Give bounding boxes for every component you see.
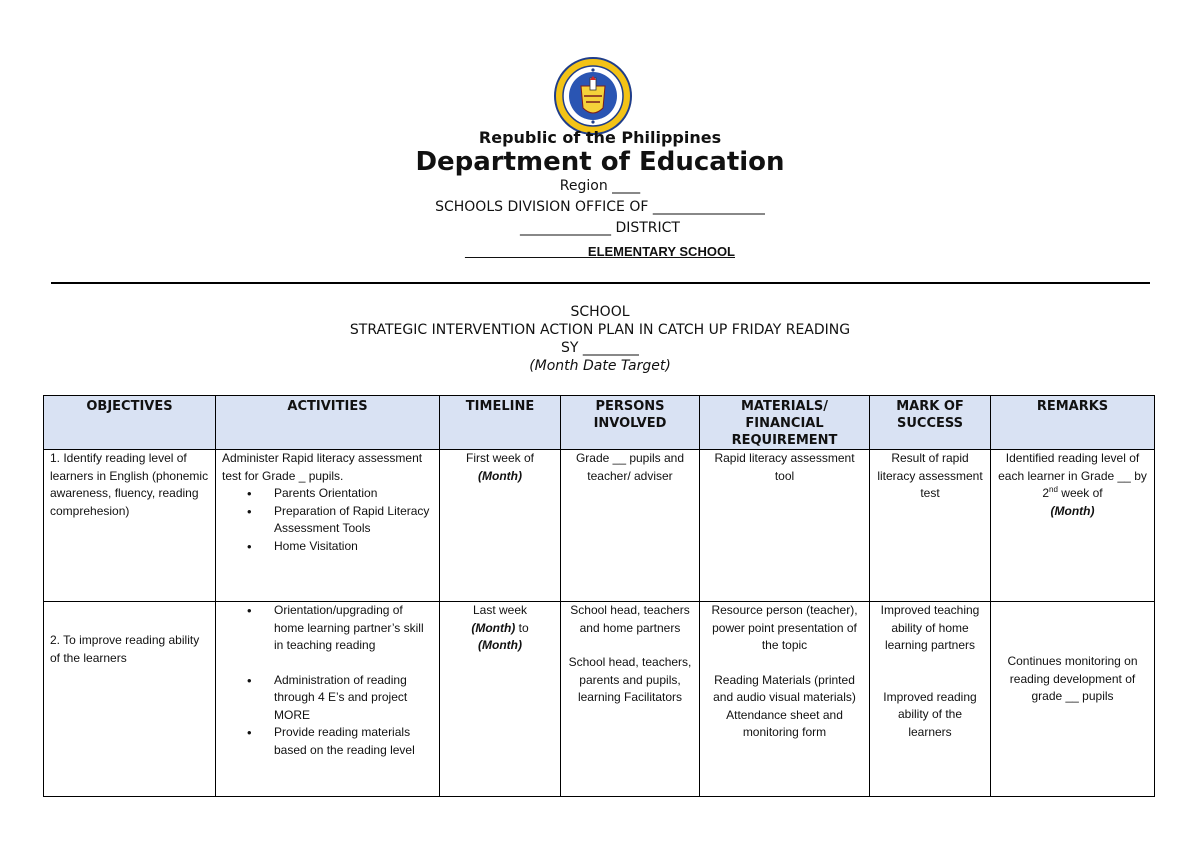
republic-heading: Republic of the Philippines bbox=[478, 128, 722, 147]
list-item: • Home Visitation bbox=[274, 538, 433, 556]
materials-text: Resource person (teacher), power point presentation of the topic bbox=[711, 603, 858, 652]
timeline-cell bbox=[440, 450, 561, 602]
sdo-line: SCHOOLS DIVISION OFFICE OF ________________ bbox=[435, 199, 765, 215]
remarks-text: Continues monitoring on reading development of grade __ pupils bbox=[1007, 654, 1138, 703]
list-item: • Orientation/upgrading of home learning partner’s skill in teaching reading bbox=[274, 602, 433, 655]
activity-intro: Administer Rapid literacy assessment test for Grade _ pupils. bbox=[222, 451, 423, 483]
list-item: • Provide reading materials based on the reading level bbox=[274, 724, 433, 759]
header-success: MARK OF SUCCESS bbox=[870, 396, 991, 450]
persons-cell bbox=[561, 450, 700, 602]
header-timeline: TIMELINE bbox=[440, 396, 561, 450]
remarks-month: (Month) bbox=[1050, 503, 1095, 518]
activities-cell bbox=[216, 602, 440, 797]
school-line: _________________ELEMENTARY SCHOOL bbox=[464, 244, 735, 259]
timeline-month: (Month) bbox=[478, 468, 522, 483]
objective-text: 2. To improve reading ability of the learners bbox=[50, 633, 200, 665]
remarks-ordinal: nd bbox=[1049, 485, 1058, 494]
table-header-row bbox=[44, 396, 1155, 450]
timeline-month: (Month) bbox=[471, 620, 516, 635]
header-objectives: OBJECTIVES bbox=[44, 396, 216, 450]
region-line: Region ____ bbox=[559, 178, 641, 194]
list-item: • Preparation of Rapid Literacy Assessment Tools bbox=[274, 503, 433, 538]
timeline-to: to bbox=[515, 620, 529, 635]
remarks-text-b: week of bbox=[1057, 486, 1103, 500]
header-activities: ACTIVITIES bbox=[216, 396, 440, 450]
header-persons: PERSONS INVOLVED bbox=[561, 396, 700, 450]
materials-text: Rapid literacy assessment tool bbox=[714, 451, 855, 483]
timeline-text: First week of bbox=[465, 451, 534, 465]
objective-cell bbox=[44, 450, 216, 602]
title-sy: SY ________ bbox=[561, 340, 639, 356]
timeline-text: Last week bbox=[472, 603, 528, 617]
success-cell bbox=[870, 602, 991, 797]
timeline-month: (Month) bbox=[478, 638, 522, 652]
persons-text: School head, teachers, parents and pupils, learning Facilitators bbox=[568, 655, 692, 704]
header-divider bbox=[51, 282, 1150, 284]
materials-text: Reading Materials (printed and audio visual materials) bbox=[713, 672, 856, 704]
action-plan-table bbox=[43, 395, 1155, 797]
activity-list bbox=[222, 485, 433, 555]
table-row bbox=[44, 602, 1155, 797]
persons-text: Grade __ pupils and teacher/ adviser bbox=[575, 451, 685, 483]
activities-cell bbox=[216, 450, 440, 602]
deped-seal-icon bbox=[553, 56, 633, 136]
title-target: (Month Date Target) bbox=[529, 358, 671, 374]
department-heading: Department of Education bbox=[415, 147, 785, 177]
title-school: SCHOOL bbox=[570, 304, 630, 320]
materials-cell bbox=[700, 450, 870, 602]
remarks-cell bbox=[991, 602, 1155, 797]
objective-cell bbox=[44, 602, 216, 797]
remarks-text: Identified reading level of each learner in Grade __ by 2 bbox=[998, 451, 1147, 500]
list-item: • Parents Orientation bbox=[274, 485, 433, 503]
timeline-cell bbox=[440, 602, 561, 797]
success-text: Improved teaching ability of home learning partners bbox=[880, 603, 980, 652]
list-item: • Administration of reading through 4 E’s and project MORE bbox=[274, 672, 433, 725]
table-row bbox=[44, 450, 1155, 602]
materials-text: Attendance sheet and monitoring form bbox=[726, 707, 843, 739]
success-cell bbox=[870, 450, 991, 602]
activity-list bbox=[222, 602, 433, 655]
materials-cell bbox=[700, 602, 870, 797]
success-text: Result of rapid literacy assessment test bbox=[877, 451, 983, 500]
title-plan: STRATEGIC INTERVENTION ACTION PLAN IN CATCH UP FRIDAY READING bbox=[349, 322, 851, 338]
header-remarks: REMARKS bbox=[991, 396, 1155, 450]
persons-text: School head, teachers and home partners bbox=[570, 603, 690, 635]
activity-list bbox=[222, 672, 433, 760]
persons-cell bbox=[561, 602, 700, 797]
header-materials: MATERIALS/ FINANCIAL REQUIREMENT bbox=[700, 396, 870, 450]
objective-text: 1. Identify reading level of learners in English (phonemic awareness, fluency, reading comprehesion) bbox=[50, 451, 209, 518]
district-line: _____________ DISTRICT bbox=[520, 220, 680, 236]
success-text: Improved reading ability of the learners bbox=[883, 689, 977, 739]
remarks-cell bbox=[991, 450, 1155, 602]
